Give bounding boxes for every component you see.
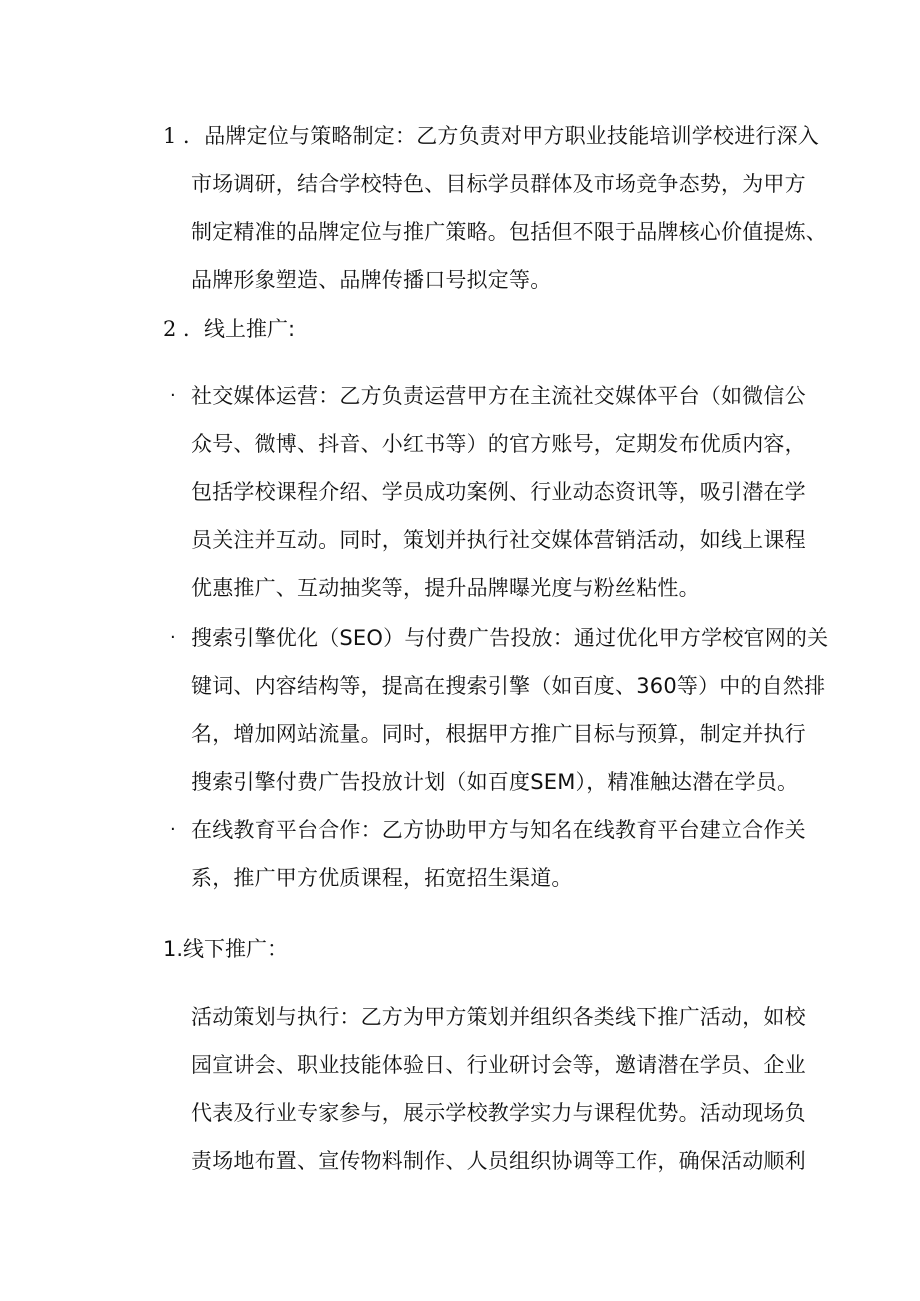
- bullet-dot: ·: [170, 385, 176, 406]
- item-2-number: 2: [163, 317, 177, 341]
- bullet-1-line: 员关注并互动。同时，策划并执行社交媒体营销活动，如线上课程: [191, 528, 806, 552]
- item-2-heading: ．线上推广:: [183, 317, 296, 341]
- offline-line: 活动策划与执行：乙方为甲方策划并组织各类线下推广活动，如校: [191, 1005, 806, 1029]
- bullet-1-line: 众号、微博、抖音、小红书等）的官方账号，定期发布优质内容，: [191, 432, 806, 456]
- item-1-line: 制定精准的品牌定位与推广策略。包括但不限于品牌核心价值提炼、: [191, 220, 827, 244]
- bullet-3-paragraph: [191, 806, 806, 902]
- bullet-2-line: 名，增加网站流量。同时，根据甲方推广目标与预算，制定并执行: [191, 722, 806, 746]
- bullet-dot: ·: [170, 819, 176, 840]
- bullet-2-paragraph: [191, 614, 828, 806]
- bullet-2-line: 搜索引擎优化（SEO）与付费广告投放：通过优化甲方学校官网的关: [191, 626, 829, 650]
- bullet-1-line: 包括学校课程介绍、学员成功案例、行业动态资讯等，吸引潜在学: [191, 480, 806, 504]
- bullet-3-line: 系，推广甲方优质课程，拓宽招生渠道。: [191, 866, 573, 890]
- offline-paragraph: [191, 993, 806, 1185]
- bullet-2-line: 键词、内容结构等，提高在搜索引擎（如百度、360等）中的自然排: [191, 674, 826, 698]
- bullet-2-line: 搜索引擎付费广告投放计划（如百度SEM），精准触达潜在学员。: [191, 770, 799, 794]
- offline-line: 园宣讲会、职业技能体验日、行业研讨会等，邀请潜在学员、企业: [191, 1053, 806, 1077]
- offline-line: 责场地布置、宣传物料制作、人员组织协调等工作，确保活动顺利: [191, 1149, 806, 1173]
- item-1-line: ．品牌定位与策略制定：乙方负责对甲方职业技能培训学校进行深入: [183, 124, 819, 148]
- bullet-dot: ·: [170, 627, 176, 648]
- bullet-1-paragraph: [191, 372, 806, 612]
- offline-line: 代表及行业专家参与，展示学校教学实力与课程优势。活动现场负: [191, 1101, 806, 1125]
- item-3-heading: 1.线下推广：: [163, 937, 289, 961]
- bullet-1-line: 优惠推广、互动抽奖等，提升品牌曝光度与粉丝粘性。: [191, 576, 700, 600]
- item-1-number: 1: [163, 124, 177, 148]
- bullet-3-line: 在线教育平台合作：乙方协助甲方与知名在线教育平台建立合作关: [191, 818, 806, 842]
- item-1-paragraph: [183, 112, 827, 304]
- item-1-line: 市场调研，结合学校特色、目标学员群体及市场竞争态势，为甲方: [191, 172, 806, 196]
- bullet-1-line: 社交媒体运营：乙方负责运营甲方在主流社交媒体平台（如微信公: [191, 384, 806, 408]
- item-1-line: 品牌形象塑造、品牌传播口号拟定等。: [191, 268, 552, 292]
